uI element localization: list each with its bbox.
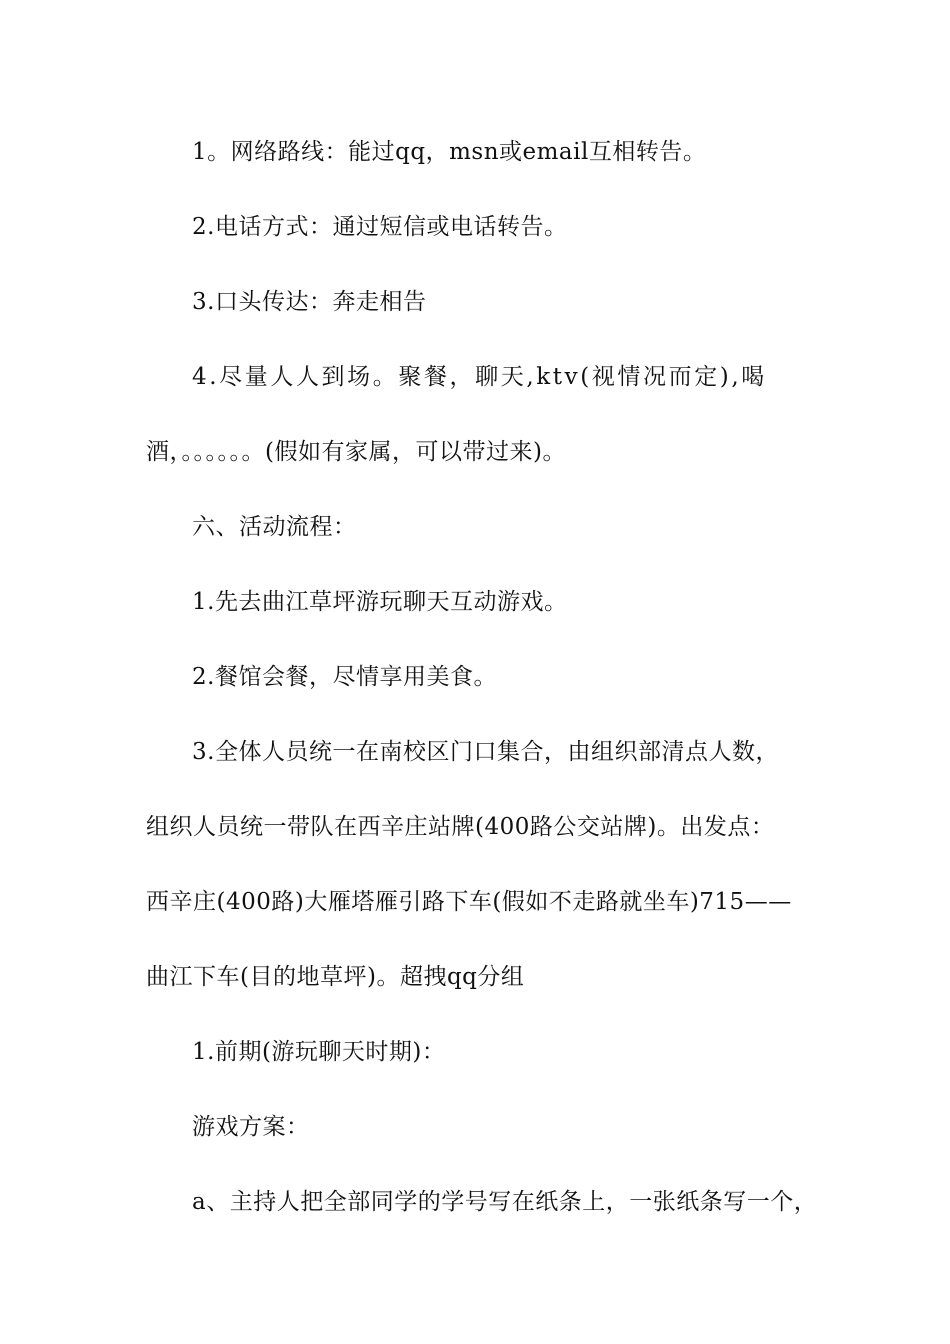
section-heading-activity-flow: 六、活动流程： xyxy=(192,514,357,540)
paragraph-line-phone-method: 2.电话方式：通过短信或电话转告。 xyxy=(192,214,568,240)
paragraph-line-flow-step-3: 3.全体人员统一在南校区门口集合，由组织部清点人数， xyxy=(192,739,779,765)
paragraph-line-flow-step-3-cont-2: 西辛庄(400路)大雁塔雁引路下车(假如不走路就坐车)715—— xyxy=(146,889,792,915)
paragraph-line-attendance: 4.尽量人人到场。聚餐，聊天,ktv(视情况而定),喝 xyxy=(192,364,767,390)
paragraph-line-flow-step-1: 1.先去曲江草坪游玩聊天互动游戏。 xyxy=(192,589,568,615)
paragraph-line-early-phase: 1.前期(游玩聊天时期)： xyxy=(192,1039,446,1065)
paragraph-line-word-of-mouth: 3.口头传达：奔走相告 xyxy=(192,289,427,315)
paragraph-line-flow-step-3-cont-1: 组织人员统一带队在西辛庄站牌(400路公交站牌)。出发点： xyxy=(146,814,775,840)
paragraph-line-attendance-cont: 酒，。。。。。。(假如有家属，可以带过来)。 xyxy=(146,439,566,465)
paragraph-line-flow-step-2: 2.餐馆会餐，尽情享用美食。 xyxy=(192,664,497,690)
paragraph-line-flow-step-3-cont-3: 曲江下车(目的地草坪)。超拽qq分组 xyxy=(146,964,525,990)
paragraph-line-game-plan: 游戏方案： xyxy=(192,1114,310,1140)
paragraph-line-network-route: 1。网络路线：能过qq，msn或email互相转告。 xyxy=(192,139,707,165)
paragraph-line-game-step-a: a、主持人把全部同学的学号写在纸条上，一张纸条写一个， xyxy=(192,1189,818,1215)
